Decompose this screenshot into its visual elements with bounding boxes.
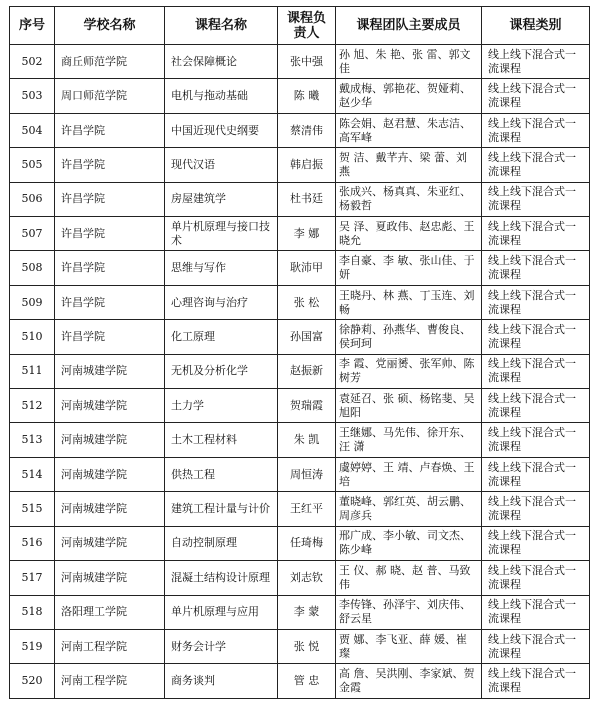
cell-team: 高 詹、吴洪刚、李家斌、贺金霞 [336,664,482,699]
cell-school: 洛阳理工学院 [55,595,165,629]
cell-course: 社会保障概论 [165,45,278,79]
cell-school: 许昌学院 [55,148,165,182]
table-row [10,217,590,251]
table-row [10,45,590,79]
table-row [10,251,590,285]
cell-type: 线上线下混合式一流课程 [482,285,590,319]
cell-lead: 张中强 [278,45,336,79]
cell-type: 线上线下混合式一流课程 [482,629,590,663]
cell-school: 河南城建学院 [55,354,165,388]
cell-lead: 赵振新 [278,354,336,388]
cell-school: 许昌学院 [55,320,165,354]
cell-team: 王晓丹、林 燕、丁玉连、刘 畅 [336,285,482,319]
table-row [10,79,590,113]
cell-lead: 张 悦 [278,629,336,663]
table-body [10,45,590,699]
cell-school: 河南城建学院 [55,423,165,457]
cell-team: 邢广成、李小敏、司文杰、陈少峰 [336,526,482,560]
cell-course: 房屋建筑学 [165,182,278,216]
cell-type: 线上线下混合式一流课程 [482,148,590,182]
cell-num: 513 [10,423,55,457]
cell-lead: 李 蒙 [278,595,336,629]
cell-num: 518 [10,595,55,629]
cell-team: 吴 泽、夏政伟、赵忠彪、王晓允 [336,217,482,251]
cell-lead: 张 松 [278,285,336,319]
cell-school: 河南城建学院 [55,561,165,595]
cell-type: 线上线下混合式一流课程 [482,251,590,285]
cell-school: 河南城建学院 [55,492,165,526]
cell-lead: 耿沛甲 [278,251,336,285]
cell-type: 线上线下混合式一流课程 [482,664,590,699]
table-row [10,664,590,699]
cell-school: 河南工程学院 [55,629,165,663]
cell-type: 线上线下混合式一流课程 [482,526,590,560]
table-row [10,320,590,354]
cell-lead: 任琦梅 [278,526,336,560]
cell-type: 线上线下混合式一流课程 [482,182,590,216]
cell-course: 电机与拖动基础 [165,79,278,113]
cell-type: 线上线下混合式一流课程 [482,217,590,251]
cell-lead: 王红平 [278,492,336,526]
table-row [10,285,590,319]
cell-num: 507 [10,217,55,251]
cell-type: 线上线下混合式一流课程 [482,492,590,526]
cell-num: 514 [10,457,55,491]
header-num: 序号 [10,7,55,45]
cell-lead: 孙国富 [278,320,336,354]
cell-num: 505 [10,148,55,182]
cell-lead: 贺瑞霞 [278,389,336,423]
cell-course: 供热工程 [165,457,278,491]
cell-team: 徐静莉、孙燕华、曹俊良、侯珂珂 [336,320,482,354]
cell-school: 河南城建学院 [55,389,165,423]
table-row [10,148,590,182]
header-team: 课程团队主要成员 [336,7,482,45]
cell-num: 506 [10,182,55,216]
cell-team: 贾 娜、李飞亚、薛 媛、崔 璨 [336,629,482,663]
cell-team: 李 霞、党丽赟、张军帅、陈树芳 [336,354,482,388]
cell-num: 519 [10,629,55,663]
header-school: 学校名称 [55,7,165,45]
cell-type: 线上线下混合式一流课程 [482,561,590,595]
cell-lead: 刘志钦 [278,561,336,595]
cell-num: 512 [10,389,55,423]
cell-school: 许昌学院 [55,285,165,319]
cell-lead: 朱 凯 [278,423,336,457]
cell-team: 王 仪、郝 晓、赵 普、马致伟 [336,561,482,595]
cell-type: 线上线下混合式一流课程 [482,457,590,491]
cell-course: 混凝土结构设计原理 [165,561,278,595]
cell-type: 线上线下混合式一流课程 [482,320,590,354]
cell-course: 无机及分析化学 [165,354,278,388]
cell-num: 517 [10,561,55,595]
cell-school: 商丘师范学院 [55,45,165,79]
table-header-row [10,7,590,45]
cell-num: 520 [10,664,55,699]
cell-course: 现代汉语 [165,148,278,182]
cell-num: 510 [10,320,55,354]
cell-type: 线上线下混合式一流课程 [482,79,590,113]
table-row [10,389,590,423]
cell-type: 线上线下混合式一流课程 [482,113,590,147]
cell-course: 单片机原理与接口技术 [165,217,278,251]
cell-type: 线上线下混合式一流课程 [482,45,590,79]
cell-team: 李自豪、李 敏、张山佳、于 妍 [336,251,482,285]
cell-type: 线上线下混合式一流课程 [482,595,590,629]
cell-type: 线上线下混合式一流课程 [482,354,590,388]
cell-num: 511 [10,354,55,388]
cell-num: 515 [10,492,55,526]
cell-course: 思维与写作 [165,251,278,285]
cell-team: 贺 洁、戴芊卉、梁 蕾、刘 燕 [336,148,482,182]
cell-course: 单片机原理与应用 [165,595,278,629]
cell-num: 509 [10,285,55,319]
cell-type: 线上线下混合式一流课程 [482,389,590,423]
table-row [10,629,590,663]
table-row [10,457,590,491]
cell-num: 503 [10,79,55,113]
cell-team: 孙 旭、朱 艳、张 雷、郭文佳 [336,45,482,79]
cell-school: 河南城建学院 [55,457,165,491]
cell-school: 许昌学院 [55,113,165,147]
table-row [10,561,590,595]
table-row [10,492,590,526]
cell-course: 商务谈判 [165,664,278,699]
table-row [10,113,590,147]
table-row [10,595,590,629]
cell-lead: 李 娜 [278,217,336,251]
cell-school: 许昌学院 [55,182,165,216]
cell-lead: 韩启振 [278,148,336,182]
cell-course: 建筑工程计量与计价 [165,492,278,526]
cell-course: 化工原理 [165,320,278,354]
cell-team: 张成兴、杨真真、朱亚红、杨毅哲 [336,182,482,216]
cell-lead: 陈 曦 [278,79,336,113]
cell-course: 心理咨询与治疗 [165,285,278,319]
cell-course: 土力学 [165,389,278,423]
cell-team: 董晓峰、郭红英、胡云鹏、周彦兵 [336,492,482,526]
cell-school: 河南工程学院 [55,664,165,699]
cell-num: 508 [10,251,55,285]
cell-team: 戴成梅、郭艳花、贺娅莉、赵少华 [336,79,482,113]
cell-lead: 蔡清伟 [278,113,336,147]
course-table [9,6,590,699]
cell-course: 土木工程材料 [165,423,278,457]
header-type: 课程类别 [482,7,590,45]
cell-team: 李传锋、孙泽宇、刘庆伟、舒云星 [336,595,482,629]
table-row [10,182,590,216]
header-lead: 课程负责人 [278,7,336,45]
cell-school: 许昌学院 [55,217,165,251]
cell-type: 线上线下混合式一流课程 [482,423,590,457]
cell-course: 中国近现代史纲要 [165,113,278,147]
cell-team: 虞婷婷、王 靖、卢春焕、王 培 [336,457,482,491]
cell-num: 516 [10,526,55,560]
header-course: 课程名称 [165,7,278,45]
cell-lead: 管 忠 [278,664,336,699]
cell-school: 许昌学院 [55,251,165,285]
cell-num: 502 [10,45,55,79]
cell-course: 自动控制原理 [165,526,278,560]
table-row [10,354,590,388]
cell-school: 周口师范学院 [55,79,165,113]
cell-course: 财务会计学 [165,629,278,663]
table-row [10,526,590,560]
table-row [10,423,590,457]
cell-lead: 杜书廷 [278,182,336,216]
cell-team: 袁延召、张 硕、杨铭斐、吴旭阳 [336,389,482,423]
cell-num: 504 [10,113,55,147]
cell-lead: 周恒涛 [278,457,336,491]
cell-team: 陈会娟、赵君慧、朱志洁、高军峰 [336,113,482,147]
cell-school: 河南城建学院 [55,526,165,560]
cell-team: 王继娜、马先伟、徐开东、汪 潇 [336,423,482,457]
